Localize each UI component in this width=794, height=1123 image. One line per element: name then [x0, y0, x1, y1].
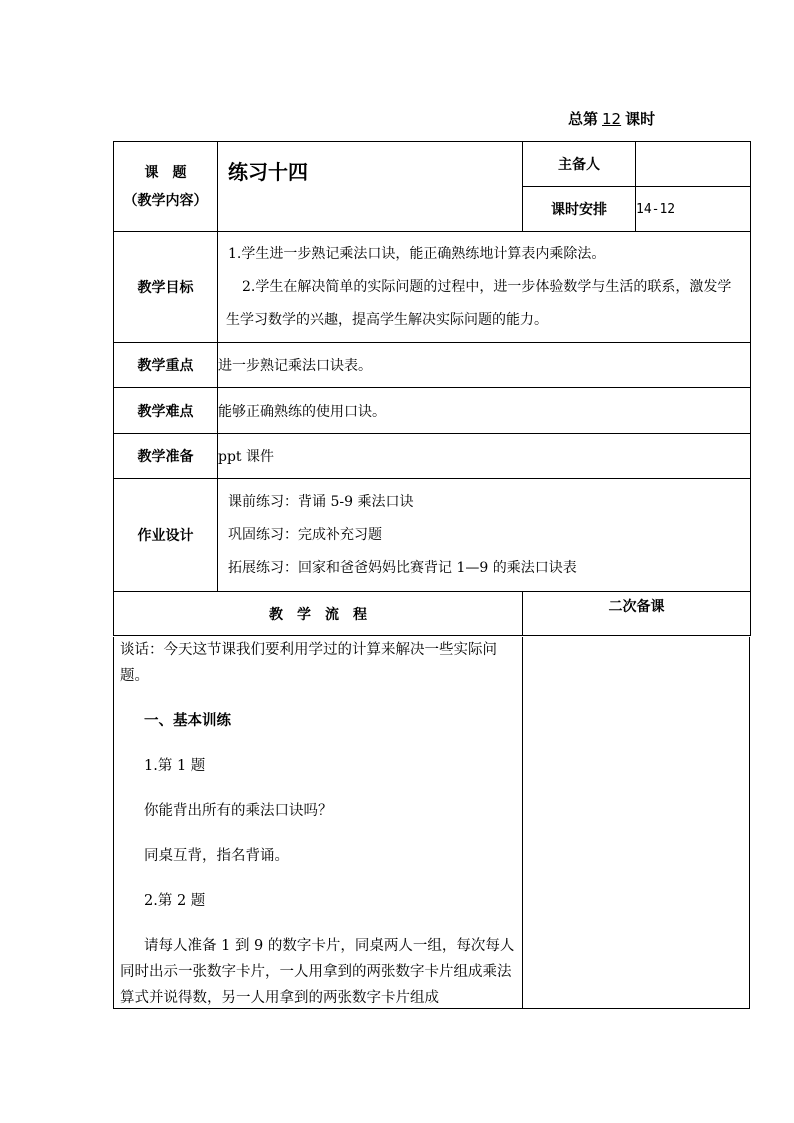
goal-1: 1.学生进一步熟记乘法口诀，能正确熟练地计算表内乘除法。	[228, 245, 606, 262]
column-divider	[522, 637, 523, 1008]
goals-label: 教学目标	[114, 232, 218, 343]
exercise-1-title: 1.第 1 题	[144, 758, 206, 774]
difficulty-value: 能够正确熟练的使用口诀。	[218, 388, 751, 434]
lesson-plan-table	[113, 141, 751, 636]
key-point-value: 进一步熟记乘法口诀表。	[218, 343, 751, 388]
homework-item-1: 课前练习：背诵 5-9 乘法口诀	[228, 493, 414, 510]
homework-item-2: 巩固练习：完成补充习题	[228, 526, 382, 543]
section-basic-training: 一、基本训练	[144, 713, 231, 729]
preparer-label: 主备人	[523, 142, 636, 187]
intro-text: 谈话：今天这节课我们要利用学过的计算来解决一些实际问题。	[120, 642, 497, 684]
preparer-value	[636, 142, 751, 187]
second-prep-header: 二次备课	[523, 592, 751, 636]
key-point-label: 教学重点	[114, 343, 218, 388]
lesson-number: 12	[602, 110, 622, 128]
homework-label: 作业设计	[114, 479, 218, 592]
teaching-flow-body	[113, 637, 750, 1009]
lesson-prefix: 总第	[568, 110, 599, 128]
teaching-flow-header: 教 学 流 程	[114, 592, 523, 636]
topic-label-cell	[114, 142, 218, 232]
topic-label: 课 题	[144, 164, 187, 181]
difficulty-label: 教学难点	[114, 388, 218, 434]
topic-sublabel: （教学内容）	[123, 192, 208, 209]
teaching-flow-content	[120, 637, 516, 1011]
goal-2: 2.学生在解决简单的实际问题的过程中，进一步体验数学与生活的联系，激发学生学习数学的兴趣，提高学生解决实际问题的能力。	[226, 278, 732, 328]
topic-value: 练习十四	[218, 142, 523, 232]
preparation-label: 教学准备	[114, 434, 218, 479]
exercise-2-text: 请每人准备 1 到 9 的数字卡片，同桌两人一组，每次每人同时出示一张数字卡片，一人用拿到的两张数字卡片组成乘法算式并说得数，另一人用拿到的两张数字卡片组成	[120, 938, 515, 1006]
preparation-value: ppt 课件	[218, 434, 751, 479]
exercise-1-activity: 同桌互背，指名背诵。	[144, 848, 289, 864]
exercise-1-question: 你能背出所有的乘法口诀吗？	[144, 803, 333, 819]
schedule-label: 课时安排	[523, 187, 636, 232]
homework-item-3: 拓展练习：回家和爸爸妈妈比赛背记 1—9 的乘法口诀表	[228, 559, 577, 576]
lesson-number-header	[568, 108, 655, 129]
lesson-suffix: 课时	[625, 110, 656, 128]
goals-cell	[218, 232, 751, 343]
exercise-2-title: 2.第 2 题	[144, 893, 206, 909]
homework-cell	[218, 479, 751, 592]
schedule-value: 14-12	[636, 187, 751, 232]
